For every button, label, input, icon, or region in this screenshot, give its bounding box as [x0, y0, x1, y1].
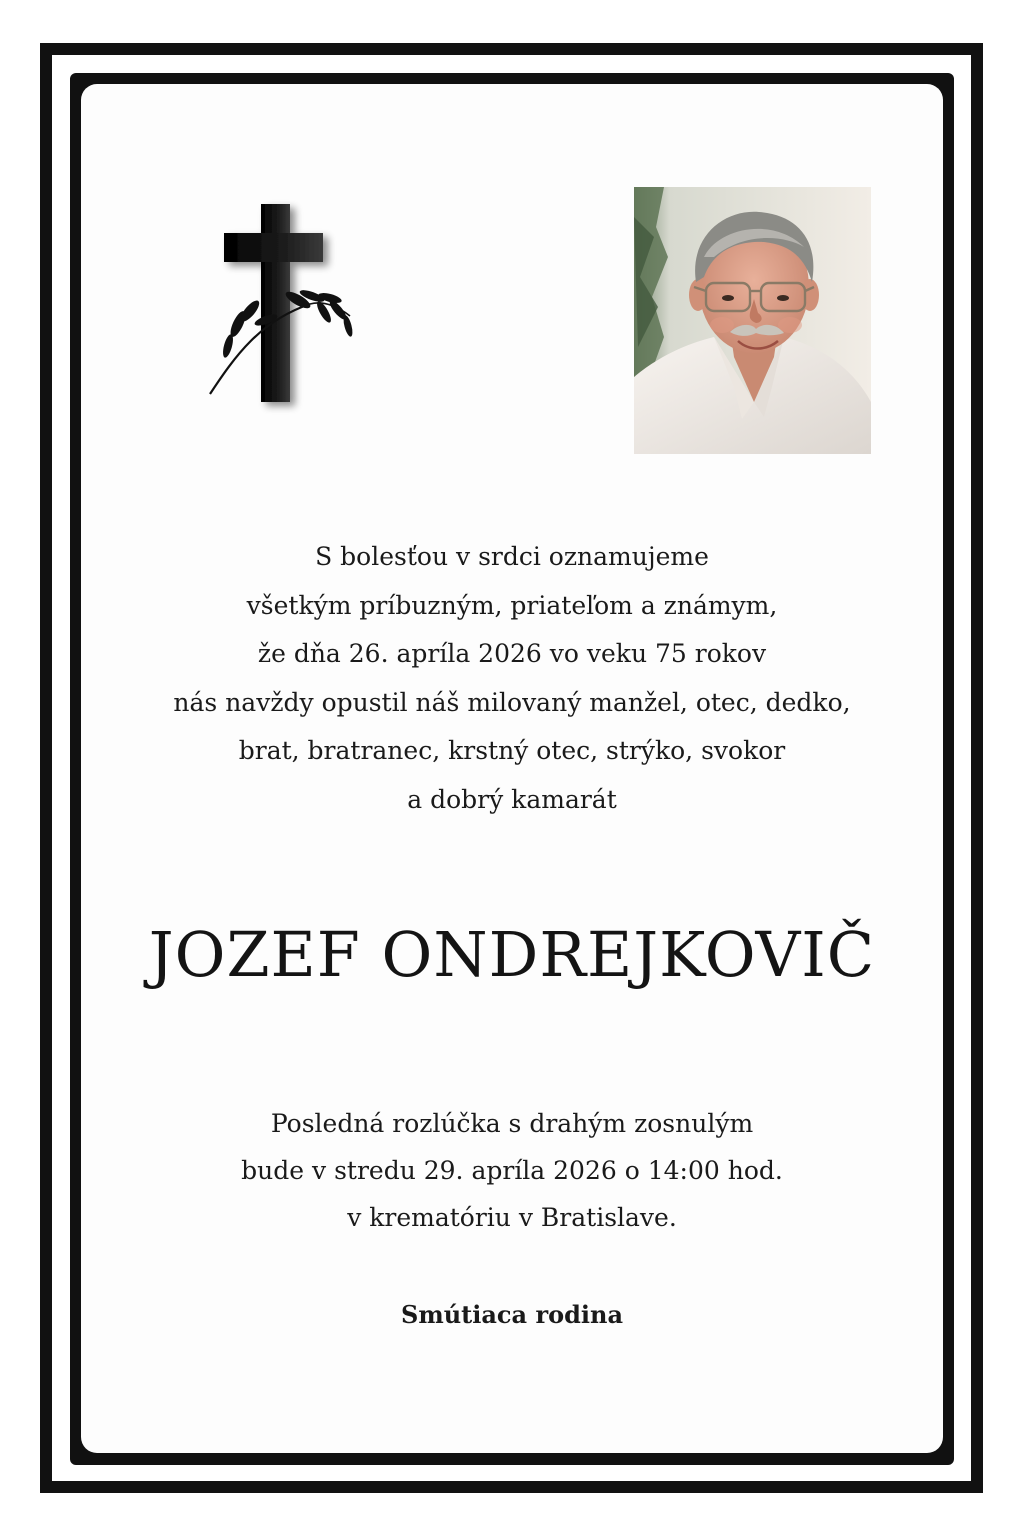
announcement-line: že dňa 26. apríla 2026 vo veku 75 rokov: [257, 639, 767, 668]
deceased-name: JOZEF ONDREJKOVIČ: [148, 918, 876, 991]
family-signature: Smútiaca rodina: [401, 1300, 623, 1329]
announcement-line: a dobrý kamarát: [407, 784, 617, 814]
farewell-line: v krematóriu v Bratislave.: [347, 1203, 677, 1232]
announcement-line: všetkým príbuzným, priateľom a známym,: [246, 590, 778, 620]
announcement-line: S bolesťou v srdci oznamujeme: [315, 542, 709, 571]
farewell-line: Posledná rozlúčka s drahým zosnulým: [270, 1109, 754, 1138]
announcement-line: brat, bratranec, krstný otec, strýko, svokor: [238, 736, 786, 765]
farewell-text: [120, 1100, 904, 1241]
announcement-line: nás navždy opustil náš milovaný manžel, otec, dedko,: [173, 687, 851, 717]
farewell-line: bude v stredu 29. apríla 2026 o 14:00 hod.: [241, 1156, 783, 1185]
announcement-text: [120, 533, 904, 824]
cross-icon: [200, 196, 365, 416]
portrait-photo: [634, 187, 871, 454]
